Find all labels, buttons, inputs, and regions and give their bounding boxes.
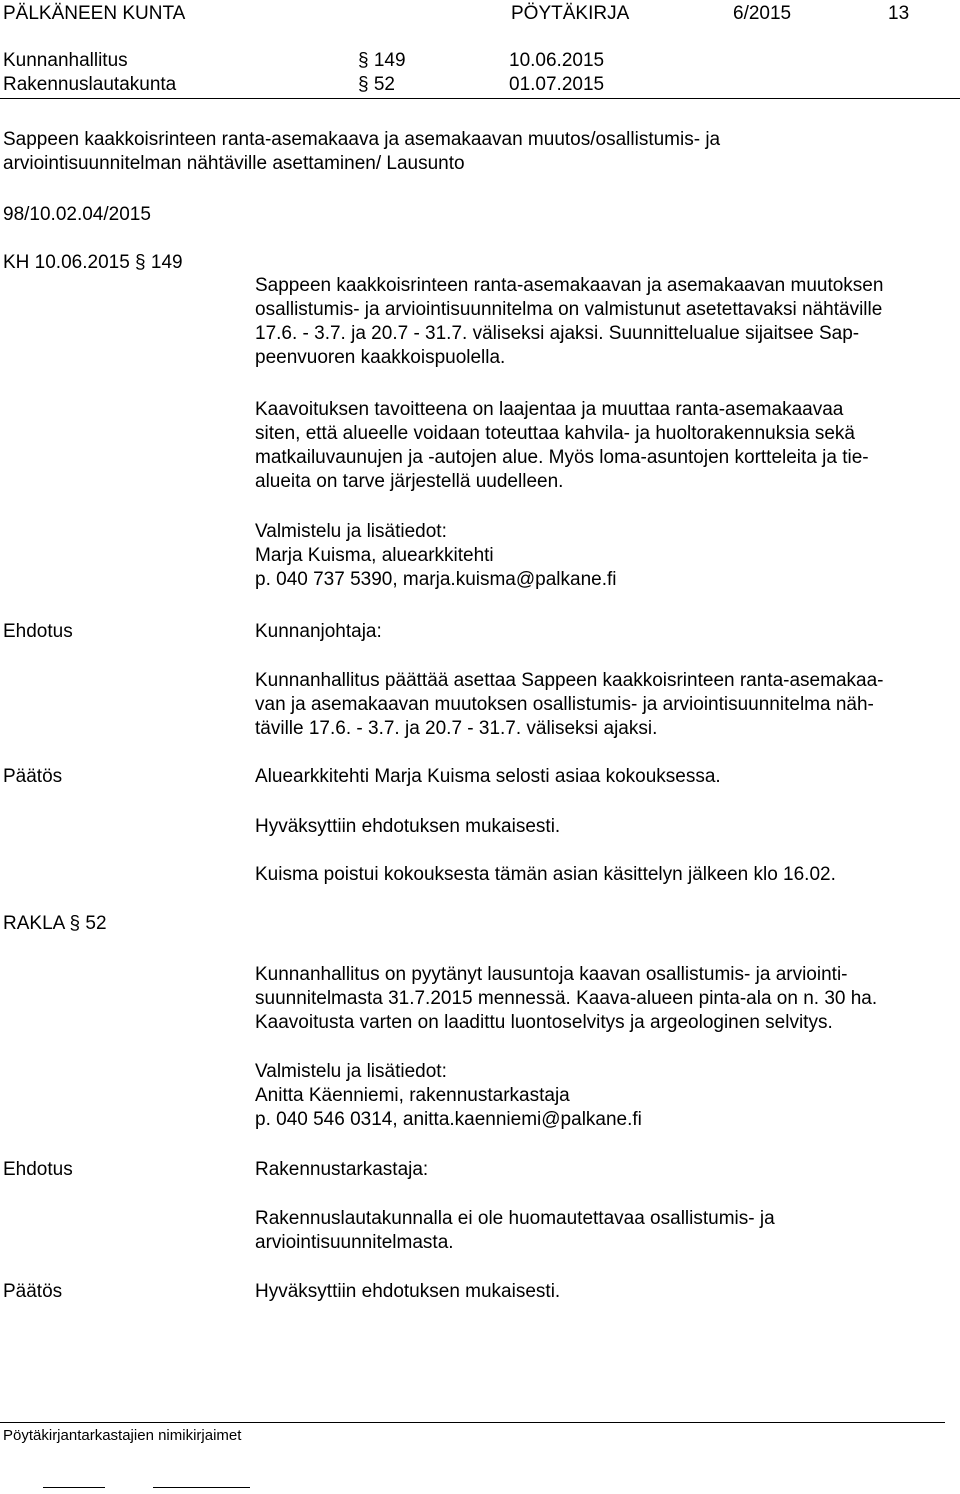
kh-intro-line: Sappeen kaakkoisrinteen ranta-asemakaavan ja asemakaavan muutoksen (255, 275, 884, 296)
kh-proposal-line: täville 17.6. - 3.7. ja 20.7 - 31.7. väliseksi ajaksi. (255, 718, 658, 739)
rakla-decision-line: Hyväksyttiin ehdotuksen mukaisesti. (255, 1281, 561, 1302)
body-name: Kunnanhallitus (3, 50, 128, 71)
kh-proposal-author: Kunnanjohtaja: (255, 621, 382, 642)
rakla-intro-line: suunnitelmasta 31.7.2015 mennessä. Kaava-alueen pinta-ala on n. 30 ha. (255, 988, 878, 1009)
body-section: § 52 (358, 74, 395, 95)
rakla-intro-line: Kaavoitusta varten on laadittu luontoselvitys ja argeologinen selvitys. (255, 1012, 833, 1033)
kh-preparer-heading: Valmistelu ja lisätiedot: (255, 521, 447, 542)
rakla-proposal-label: Ehdotus (3, 1159, 73, 1180)
header-rule (0, 98, 960, 99)
kh-decision-line: Hyväksyttiin ehdotuksen mukaisesti. (255, 816, 561, 837)
reference-number: 98/10.02.04/2015 (3, 204, 151, 225)
rakla-section-label: RAKLA § 52 (3, 913, 107, 934)
initials-line (153, 1487, 250, 1488)
kh-proposal-line: Kunnanhallitus päättää asettaa Sappeen kaakkoisrinteen ranta-asemakaa- (255, 670, 884, 691)
issue-number: 6/2015 (733, 3, 792, 24)
footer-rule (0, 1422, 945, 1423)
rakla-preparer-heading: Valmistelu ja lisätiedot: (255, 1061, 447, 1082)
rakla-proposal-line: Rakennuslautakunnalla ei ole huomautettavaa osallistumis- ja (255, 1208, 775, 1229)
kh-preparer-name: Marja Kuisma, aluearkkitehti (255, 545, 494, 566)
kh-goal-line: Kaavoituksen tavoitteena on laajentaa ja muuttaa ranta-asemakaavaa (255, 399, 844, 420)
kh-goal-line: matkailuvaunujen ja -autojen alue. Myös loma-asuntojen kortteleita ja tie- (255, 447, 869, 468)
initials-label: Pöytäkirjantarkastajien nimikirjaimet (3, 1427, 242, 1444)
rakla-proposal-line: arviointisuunnitelmasta. (255, 1232, 454, 1253)
kh-decision-label: Päätös (3, 766, 63, 787)
kh-proposal-label: Ehdotus (3, 621, 73, 642)
kh-intro-line: osallistumis- ja arviointisuunnitelma on valmistunut asetettavaksi nähtäville (255, 299, 883, 320)
kh-goal-line: alueita on tarve järjestellä uudelleen. (255, 471, 564, 492)
kh-proposal-line: van ja asemakaavan muutoksen osallistumis- ja arviointisuunnitelma näh- (255, 694, 874, 715)
body-date: 10.06.2015 (509, 50, 605, 71)
document-type: PÖYTÄKIRJA (511, 3, 630, 24)
kh-goal-line: siten, että alueelle voidaan toteuttaa kahvila- ja huoltorakennuksia sekä (255, 423, 855, 444)
municipality-name: PÄLKÄNEEN KUNTA (3, 3, 186, 24)
kh-preparer-contact: p. 040 737 5390, marja.kuisma@palkane.fi (255, 569, 617, 590)
kh-intro-line: 17.6. - 3.7. ja 20.7 - 31.7. väliseksi ajaksi. Suunnittelualue sijaitsee Sap- (255, 323, 860, 344)
document-title-line: arviointisuunnitelman nähtäville asettaminen/ Lausunto (3, 153, 465, 174)
rakla-preparer-contact: p. 040 546 0314, anitta.kaenniemi@palkane.fi (255, 1109, 642, 1130)
kh-intro-line: peenvuoren kaakkoispuolella. (255, 347, 506, 368)
rakla-intro-line: Kunnanhallitus on pyytänyt lausuntoja kaavan osallistumis- ja arviointi- (255, 964, 848, 985)
page-number: 13 (888, 3, 910, 24)
kh-section-label: KH 10.06.2015 § 149 (3, 252, 183, 273)
rakla-preparer-name: Anitta Käenniemi, rakennustarkastaja (255, 1085, 570, 1106)
rakla-decision-label: Päätös (3, 1281, 63, 1302)
kh-decision-line: Aluearkkitehti Marja Kuisma selosti asiaa kokouksessa. (255, 766, 721, 787)
kh-decision-line: Kuisma poistui kokouksesta tämän asian käsittelyn jälkeen klo 16.02. (255, 864, 836, 885)
rakla-proposal-author: Rakennustarkastaja: (255, 1159, 429, 1180)
body-name: Rakennuslautakunta (3, 74, 177, 95)
document-title-line: Sappeen kaakkoisrinteen ranta-asemakaava ja asemakaavan muutos/osallistumis- ja (3, 129, 721, 150)
initials-line (43, 1487, 105, 1488)
body-section: § 149 (358, 50, 406, 71)
body-date: 01.07.2015 (509, 74, 605, 95)
